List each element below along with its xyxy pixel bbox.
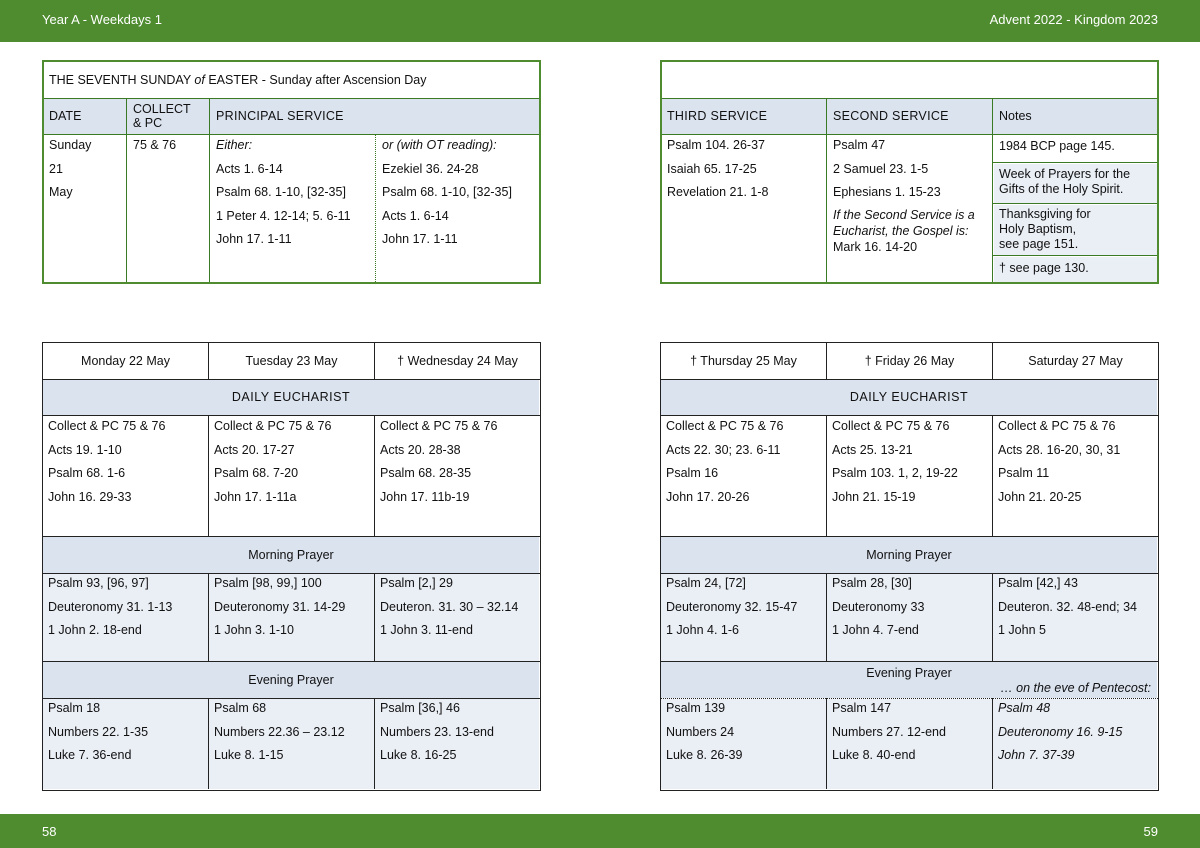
reading: Psalm 68. 28-35 bbox=[380, 466, 472, 480]
either-reading: John 17. 1-11 bbox=[216, 232, 292, 246]
reading: Collect & PC 75 & 76 bbox=[380, 419, 498, 433]
morning-day bbox=[827, 572, 992, 643]
reading: Numbers 24 bbox=[666, 724, 735, 739]
sunday-date bbox=[44, 134, 126, 205]
morning-prayer-band: Morning Prayer bbox=[661, 537, 1157, 573]
either-reading: Psalm 68. 1-10, [32-35] bbox=[216, 185, 346, 199]
page-number-left: 58 bbox=[42, 824, 57, 839]
reading: John 16. 29-33 bbox=[48, 489, 132, 504]
reading: 1 John 5 bbox=[998, 623, 1046, 637]
reading: Deuteronomy 33 bbox=[832, 599, 925, 614]
col-collect-header bbox=[128, 102, 210, 130]
reading: Luke 7. 36-end bbox=[48, 748, 132, 762]
note-dagger: † see page 130. bbox=[994, 257, 1157, 282]
reading: John 17. 11b-19 bbox=[380, 489, 470, 504]
reading: Deuteronomy 31. 1-13 bbox=[48, 599, 173, 614]
morning-day bbox=[993, 572, 1158, 643]
second-service-note bbox=[828, 207, 992, 255]
day-header: † Wednesday 24 May bbox=[397, 354, 518, 368]
reading: Collect & PC 75 & 76 bbox=[998, 419, 1116, 433]
reading: Acts 25. 13-21 bbox=[832, 442, 913, 457]
day-header: † Thursday 25 May bbox=[690, 354, 797, 368]
date-month: May bbox=[49, 185, 73, 199]
morning-day bbox=[43, 572, 208, 643]
date-num: 21 bbox=[49, 161, 63, 176]
morning-prayer-band: Morning Prayer bbox=[43, 537, 539, 573]
reading: Numbers 22. 1-35 bbox=[48, 724, 149, 739]
either-reading: 1 Peter 4. 12-14; 5. 6-11 bbox=[216, 208, 351, 223]
evening-day bbox=[661, 697, 826, 768]
evening-day bbox=[43, 697, 208, 768]
or-reading: Acts 1. 6-14 bbox=[382, 208, 449, 223]
reading: Acts 19. 1-10 bbox=[48, 442, 122, 457]
evening-prayer-label: Evening Prayer bbox=[866, 666, 952, 680]
eucharist-day bbox=[661, 415, 826, 509]
title-of: of bbox=[194, 73, 205, 87]
sunday-collect: 75 & 76 bbox=[133, 138, 177, 152]
either-column bbox=[211, 134, 373, 252]
reading: Numbers 23. 13-end bbox=[380, 724, 494, 739]
col-second-header: SECOND SERVICE bbox=[833, 109, 949, 123]
either-reading: Acts 1. 6-14 bbox=[216, 161, 283, 176]
header-left: Year A - Weekdays 1 bbox=[42, 12, 162, 27]
evening-day bbox=[993, 697, 1158, 768]
title-post: EASTER - Sunday after Ascension Day bbox=[204, 73, 427, 87]
third-reading: Isaiah 65. 17-25 bbox=[667, 161, 757, 176]
reading: Psalm 93, [96, 97] bbox=[48, 576, 149, 590]
reading: Psalm 18 bbox=[48, 701, 101, 715]
sunday-title bbox=[44, 62, 539, 98]
note-line: see page 151. bbox=[999, 237, 1079, 251]
col-third-header: THIRD SERVICE bbox=[667, 109, 768, 123]
or-column bbox=[377, 134, 539, 252]
or-reading: John 17. 1-11 bbox=[382, 232, 458, 246]
header-bar bbox=[0, 0, 1200, 42]
third-reading: Revelation 21. 1-8 bbox=[667, 185, 769, 199]
note-bcp: 1984 BCP page 145. bbox=[999, 139, 1115, 153]
evening-day bbox=[375, 697, 540, 768]
page-number-right: 59 bbox=[1143, 824, 1158, 839]
reading: John 7. 37-39 bbox=[998, 748, 1075, 762]
reading: Acts 22. 30; 23. 6-11 bbox=[666, 442, 781, 457]
reading: John 21. 20-25 bbox=[998, 489, 1082, 504]
reading: Psalm 16 bbox=[666, 466, 719, 480]
reading: Deuteron. 31. 30 – 32.14 bbox=[380, 599, 519, 614]
reading: Psalm 48 bbox=[998, 701, 1051, 715]
morning-day bbox=[661, 572, 826, 643]
reading: Acts 20. 28-38 bbox=[380, 442, 461, 457]
note-line: Holy Baptism, bbox=[999, 222, 1077, 236]
evening-day bbox=[209, 697, 374, 768]
eucharist-day bbox=[43, 415, 208, 509]
note-line: Gifts of the Holy Spirit. bbox=[999, 182, 1124, 196]
col-notes-header: Notes bbox=[999, 109, 1032, 123]
weekday-table-right bbox=[660, 342, 1159, 791]
eucharist-day bbox=[209, 415, 374, 509]
reading: 1 John 2. 18-end bbox=[48, 623, 142, 637]
reading: Psalm 103. 1, 2, 19-22 bbox=[832, 466, 958, 480]
reading: 1 John 4. 1-6 bbox=[666, 623, 739, 637]
reading: Luke 8. 1-15 bbox=[214, 748, 284, 762]
reading: Deuteronomy 16. 9-15 bbox=[998, 724, 1123, 739]
reading: 1 John 3. 11-end bbox=[380, 623, 473, 637]
footer-bar bbox=[0, 814, 1200, 848]
reading: Acts 28. 16-20, 30, 31 bbox=[998, 442, 1121, 457]
evening-prayer-band bbox=[661, 662, 1157, 698]
morning-day bbox=[209, 572, 374, 643]
eucharist-day bbox=[993, 415, 1158, 509]
reading: Psalm 24, [72] bbox=[666, 576, 746, 590]
daily-eucharist-band: DAILY EUCHARIST bbox=[43, 380, 539, 415]
reading: Collect & PC 75 & 76 bbox=[666, 419, 784, 433]
morning-day bbox=[375, 572, 540, 643]
either-label: Either: bbox=[216, 138, 253, 152]
reading: Psalm [98, 99,] 100 bbox=[214, 576, 322, 590]
reading: Psalm 139 bbox=[666, 701, 726, 715]
reading: John 17. 20-26 bbox=[666, 489, 750, 504]
reading: Luke 8. 26-39 bbox=[666, 748, 743, 762]
third-reading: Psalm 104. 26-37 bbox=[667, 138, 765, 152]
second-note-ref: Mark 16. 14-20 bbox=[833, 240, 918, 254]
daily-eucharist-band: DAILY EUCHARIST bbox=[661, 380, 1157, 415]
day-header: Tuesday 23 May bbox=[245, 354, 338, 368]
reading: Deuteronomy 32. 15-47 bbox=[666, 599, 798, 614]
reading: Psalm 68. 1-6 bbox=[48, 466, 126, 480]
day-header: † Friday 26 May bbox=[864, 354, 955, 368]
note-line: Thanksgiving for bbox=[999, 207, 1091, 221]
title-pre: THE SEVENTH SUNDAY bbox=[49, 73, 195, 87]
reading: Psalm [2,] 29 bbox=[380, 576, 453, 590]
note-week-of-prayers bbox=[994, 164, 1157, 203]
reading: Luke 8. 40-end bbox=[832, 748, 916, 762]
sunday-principal-table bbox=[42, 60, 541, 284]
reading: Numbers 22.36 – 23.12 bbox=[214, 724, 345, 739]
or-reading: Ezekiel 36. 24-28 bbox=[382, 161, 479, 176]
reading: 1 John 3. 1-10 bbox=[214, 623, 294, 637]
collect-header-l2: & PC bbox=[133, 116, 163, 130]
date-day: Sunday bbox=[49, 138, 92, 152]
reading: Collect & PC 75 & 76 bbox=[832, 419, 950, 433]
reading: Psalm 28, [30] bbox=[832, 576, 912, 590]
reading: John 17. 1-11a bbox=[214, 489, 297, 504]
collect-header-l1: COLLECT bbox=[133, 102, 191, 116]
reading: Collect & PC 75 & 76 bbox=[48, 419, 166, 433]
second-reading: Psalm 47 bbox=[833, 138, 886, 152]
col-date-header: DATE bbox=[49, 109, 82, 123]
reading: Deuteron. 32. 48-end; 34 bbox=[998, 599, 1137, 614]
reading: Psalm 11 bbox=[998, 466, 1050, 480]
second-reading: 2 Samuel 23. 1-5 bbox=[833, 161, 929, 176]
sunday-other-services-table bbox=[660, 60, 1159, 284]
third-service-readings bbox=[662, 134, 824, 205]
header-right: Advent 2022 - Kingdom 2023 bbox=[989, 12, 1158, 27]
reading: Psalm 68. 7-20 bbox=[214, 466, 299, 480]
reading: 1 John 4. 7-end bbox=[832, 623, 919, 637]
reading: Psalm [36,] 46 bbox=[380, 701, 460, 715]
reading: Psalm [42,] 43 bbox=[998, 576, 1078, 590]
reading: Numbers 27. 12-end bbox=[832, 724, 946, 739]
reading: Collect & PC 75 & 76 bbox=[214, 419, 332, 433]
evening-day bbox=[827, 697, 992, 768]
eve-of-pentecost-note: … on the eve of Pentecost: bbox=[1000, 681, 1151, 695]
reading: John 21. 15-19 bbox=[832, 489, 916, 504]
reading: Deuteronomy 31. 14-29 bbox=[214, 599, 346, 614]
second-note-line: If the Second Service is a bbox=[833, 208, 975, 222]
reading: Psalm 68 bbox=[214, 701, 267, 715]
day-header: Saturday 27 May bbox=[1028, 354, 1123, 368]
second-service-readings bbox=[828, 134, 992, 205]
eucharist-day bbox=[827, 415, 992, 509]
second-reading: Ephesians 1. 15-23 bbox=[833, 185, 941, 199]
day-header: Monday 22 May bbox=[81, 354, 170, 368]
reading: Luke 8. 16-25 bbox=[380, 748, 457, 762]
or-label: or (with OT reading): bbox=[382, 138, 497, 152]
eucharist-day bbox=[375, 415, 540, 509]
or-reading: Psalm 68. 1-10, [32-35] bbox=[382, 185, 512, 199]
reading: Psalm 147 bbox=[832, 701, 892, 715]
weekday-table-left bbox=[42, 342, 541, 791]
evening-prayer-band: Evening Prayer bbox=[43, 662, 539, 698]
reading: Acts 20. 17-27 bbox=[214, 442, 295, 457]
second-note-line: Eucharist, the Gospel is: bbox=[833, 224, 969, 238]
col-principal-header: PRINCIPAL SERVICE bbox=[216, 109, 344, 123]
note-line: Week of Prayers for the bbox=[999, 167, 1131, 181]
note-thanksgiving bbox=[994, 205, 1157, 255]
